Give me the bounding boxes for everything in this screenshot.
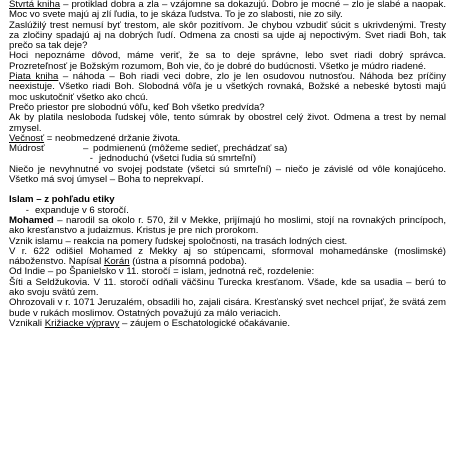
koran-term: Korán — [103, 256, 130, 268]
eternity-text: = neobmedzené držanie života. — [44, 132, 181, 144]
crusades-after: – záujem o Eschatologické očakávanie. — [119, 317, 291, 329]
p622-before: V r. 622 odišiel Mohamed z Mekky aj so stúpencami, sformoval mohamedánske (moslimské) náboženstvo. Napísal — [9, 245, 446, 268]
term-eternity: Večnosť — [9, 132, 45, 144]
islam-heading: Islam – z pohľadu etiky — [9, 194, 115, 206]
wisdom-dash-1: – — [83, 143, 89, 155]
crusades-term: Križiacke výpravy — [44, 317, 120, 329]
paragraph-deserved-punishment: Zaslúžilý trest nemusí byť trestom, ale skôr pozitívom. Je chybou vzbudiť súcit s ukrivdenými. Tresty za zločiny spadajú aj na dobrých ľudí. Odmena za cnosti sa ujde aj nepoctivým. Svet riadi Boh, tak prečo sa tak deje? — [9, 19, 446, 52]
islam-bullet-text: expanduje v 6 storočí. — [35, 204, 129, 216]
paragraph-islam-origin: Vznik islamu – reakcia na pomery ľudskej spoločnosti, na trasách lodných ciest. — [9, 235, 348, 247]
paragraph-unfreedom: Ak by platila nesloboda ľudskej vôle, tento súmrak by obostrel celý život. Odmena a trest by nemal zmysel. — [9, 112, 446, 134]
crusades-before: Vznikali — [9, 317, 45, 329]
wisdom-dash-2: - — [89, 153, 93, 165]
term-fourth-book: Štvrtá kniha — [9, 0, 61, 10]
paragraph-jerusalem: Ohrozovali v r. 1071 Jeruzalém, obsadili ho, zajali cisára. Kresťanský svet nechcel priјať, že svätá zem bude v rukách moslimov. Ostatných považujú za málo veriacich. — [9, 297, 446, 319]
paragraph-india-spain: Od Indie – po Španielsko v 11. storočí = islam, jednotná reč, rozdelenie: — [9, 266, 315, 278]
fifth-book-text: – náhoda – Boh riadi veci dobre, zlo je len osudovou nutnosťou. Náhoda bez príčiny neexistuje. Všetko riadi Boh. Slobodná vôľa je u všetkých rovnaká, Božské a nebeské bytosti majú moc uskutočniť všetko ako chcú. — [9, 71, 446, 103]
paragraph-free-will-question: Prečo priestor pre slobodnú vôľu, keď Boh všetko predvída? — [9, 101, 265, 113]
paragraph-fourth-book — [9, 0, 446, 21]
mohamed-text: – narodil sa okolo r. 570, žil v Mekke, prijímajú ho moslimi, stojí na rovnakých princípoch, ako kresťanstvo a judaizmus. Kristus je pre nich prorokom. — [9, 214, 446, 237]
paragraph-shia-seljuks: Šíti a Seldžukovia. V 11. storočí odňali väčšinu Turecka kresťanom. Všade, kde sa usadia – berú to ako svoju svätú zem. — [9, 276, 446, 299]
fourth-book-text: – protiklad dobra a zla – vzájomne sa dokazujú. Dobro je mocné – zlo je slabé a naopak. Moc vo svete majú aj zlí ľudia, to je skáza ľudstva. To je zo slabosti, nie zo sily. — [9, 0, 446, 21]
term-fifth-book: Piata kniha — [9, 71, 59, 83]
wisdom-conditional: podmienenú (môžeme sedieť, prechádzať sa) — [93, 143, 288, 155]
paragraph-crusades — [9, 319, 446, 329]
paragraph-providence: Hoci nepoznáme dôvod, máme veriť, že sa to deje správne, lebo svet riadi dobrý správca. Prozreteľnosť je Božským rozumom, Boh vie, čo je dobré do budúcnosti. Všetko je múdro riadené. — [9, 50, 446, 72]
paragraph-necessity: Niečo je nevyhnutné vo svojej podstate (všetci sú smrteľní) – niečo je závislé od vôle konajúceho. Všetko má svoj úmysel – Boha to neprekvapí. — [9, 163, 446, 186]
wisdom-simple: jednoduchú (všetci ľudia sú smrteľní) — [99, 153, 257, 165]
paragraph-fifth-book — [9, 72, 446, 103]
paragraph-mohamed — [9, 216, 446, 237]
paragraph-622 — [9, 247, 446, 268]
wisdom-label: Múdrosť — [9, 143, 45, 155]
islam-bullet-dash: - — [25, 204, 29, 216]
mohamed-name: Mohamed — [9, 214, 54, 226]
p622-after: (ústna a písomná podoba). — [129, 256, 247, 268]
